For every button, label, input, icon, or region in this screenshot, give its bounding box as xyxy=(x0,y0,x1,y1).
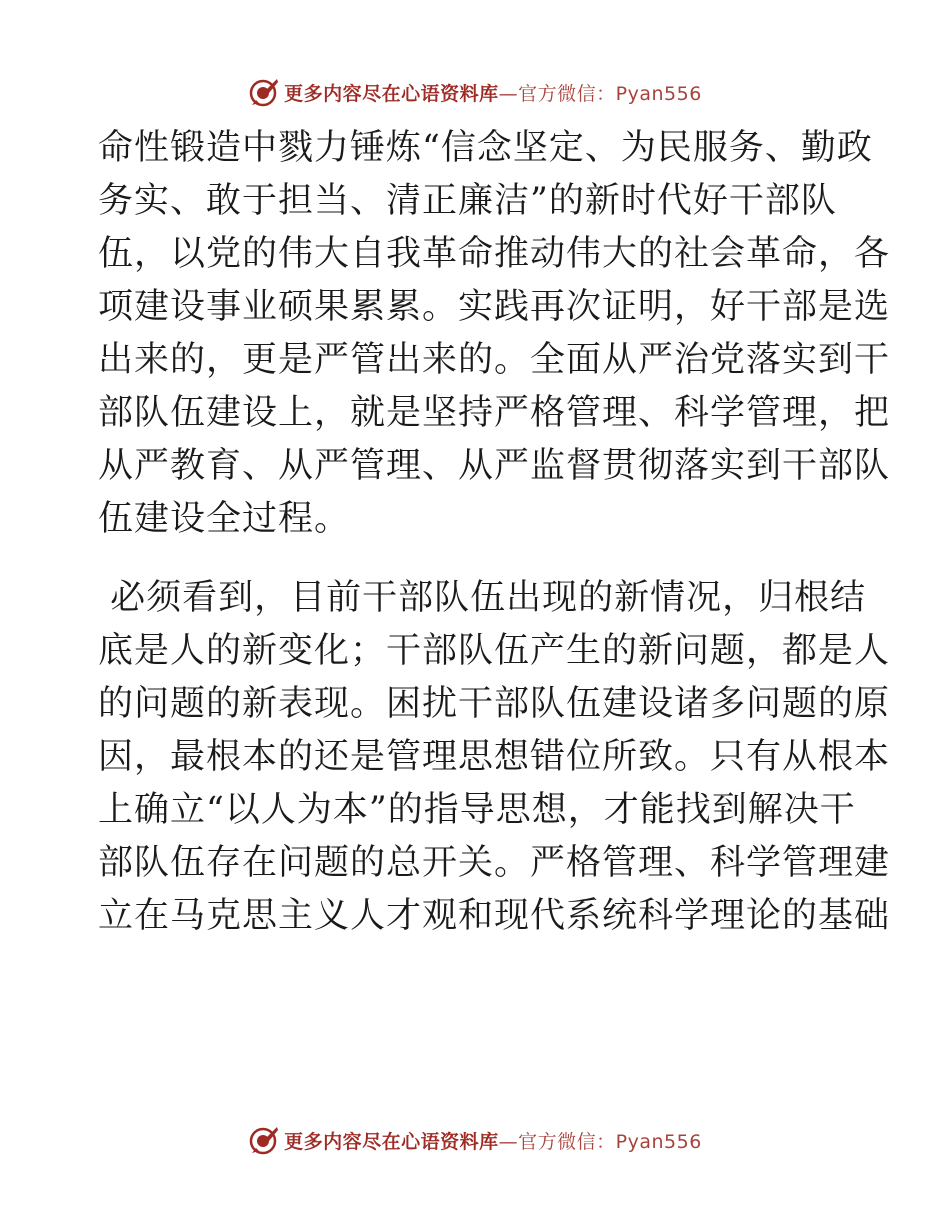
text-line: 从严教育、从严管理、从严监督贯彻落实到干部队 xyxy=(98,446,891,486)
text-line: 因，最根本的还是管理思想错位所致。只有从根本 xyxy=(98,737,891,777)
text-line: 伍建设全过程。 xyxy=(98,499,351,539)
header-brand: 更多内容尽在心语资料库 xyxy=(284,82,499,105)
document-body xyxy=(98,122,891,943)
text-line: 出来的，更是严管出来的。全面从严治党落实到干 xyxy=(98,340,891,380)
text-line: 底是人的新变化；干部队伍产生的新问题，都是人 xyxy=(98,631,891,671)
text-line: 的问题的新表现。困扰干部队伍建设诸多问题的原 xyxy=(98,684,891,724)
text-line: 命性锻造中戮力锤炼“信念坚定、为民服务、勤政 xyxy=(98,128,873,168)
header-contact: —官方微信：Pyan556 xyxy=(498,82,702,105)
text-line: 伍，以党的伟大自我革命推动伟大的社会革命，各 xyxy=(98,234,891,274)
text-line: 部队伍存在问题的总开关。严格管理、科学管理建 xyxy=(98,843,891,883)
brand-logo-icon xyxy=(248,76,280,108)
text-line: 立在马克思主义人才观和现代系统科学理论的基础 xyxy=(98,896,891,936)
footer-brand: 更多内容尽在心语资料库 xyxy=(284,1130,499,1153)
paragraph-1 xyxy=(98,122,891,546)
paragraph-2 xyxy=(98,572,891,943)
text-line: 上确立“以人为本”的指导思想，才能找到解决干 xyxy=(98,790,856,830)
footer-contact: —官方微信：Pyan556 xyxy=(498,1130,702,1153)
text-line: 务实、敢于担当、清正廉洁”的新时代好干部队 xyxy=(98,181,837,221)
footer-banner xyxy=(0,1120,950,1160)
footer-text xyxy=(284,1127,702,1154)
header-text xyxy=(284,79,702,106)
paragraph-gap xyxy=(98,546,858,572)
brand-logo-icon xyxy=(248,1124,280,1156)
text-line: 部队伍建设上，就是坚持严格管理、科学管理，把 xyxy=(98,393,891,433)
text-line: 项建设事业硕果累累。实践再次证明，好干部是选 xyxy=(98,287,891,327)
header-banner xyxy=(0,72,950,112)
text-line: 必须看到，目前干部队伍出现的新情况，归根结 xyxy=(98,578,867,618)
